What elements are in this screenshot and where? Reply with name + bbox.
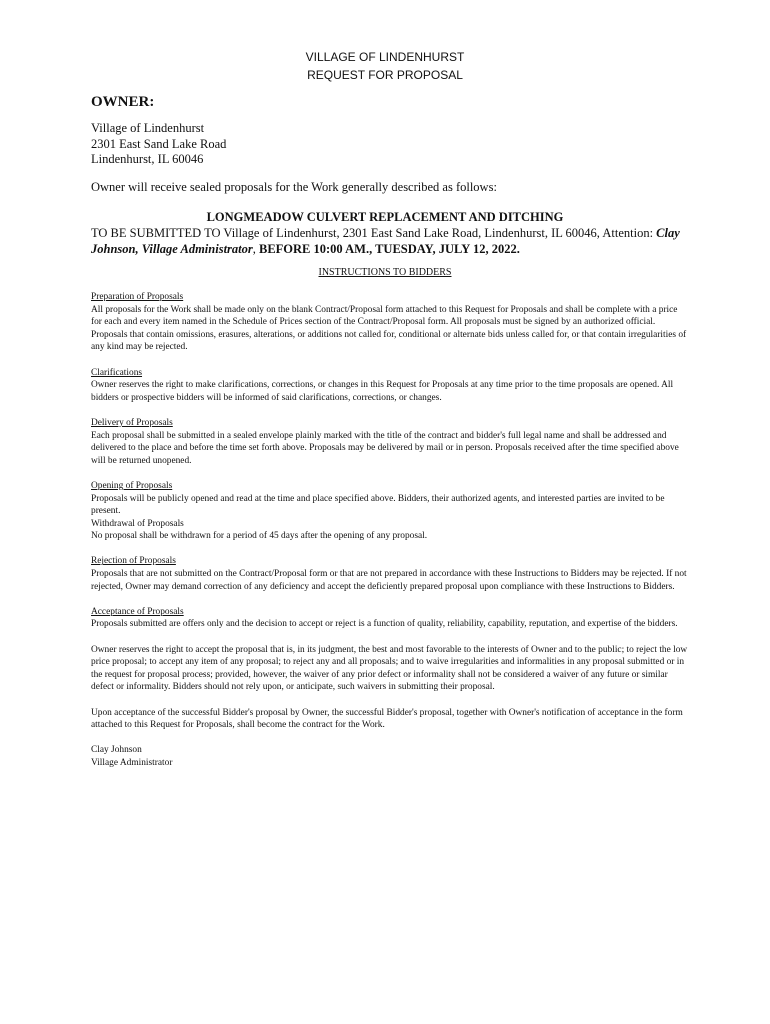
contract-paragraph: Upon acceptance of the successful Bidder's proposal by Owner, the successful Bidder's proposal, together with Owner's notification of acceptance in the form attached to this Request for Proposals, shall become the contract for the Work. [91, 707, 683, 731]
section-heading: Delivery of Proposals [91, 417, 173, 428]
section-text: All proposals for the Work shall be made only on the blank Contract/Proposal form attached to this Request for Proposals and shall be complete with a price for each and every item named in the Schedule of Prices section of the Contract/Proposal form. All proposals must be signed by an authorized official. Proposals that contain omissions, erasures, alterations, or additions not called for, conditional or alternate bids unless called for, or that contain irregularities of any kind may be rejected. [91, 304, 687, 353]
submission-prefix: TO BE SUBMITTED TO Village of Lindenhurst, 2301 East Sand Lake Road, Lindenhurst, IL 60046, Attention: [91, 226, 657, 240]
submission-comma: , [252, 242, 259, 256]
rights-paragraph: Owner reserves the right to accept the proposal that is, in its judgment, the best and most favorable to the interests of Owner and to the public; to reject the low price proposal; to accept any item of any proposal; to reject any and all proposals; and to waive irregularities and informalities in any proposal submitted or in the request for proposal process; provided, however, the waiver of any prior defect or informality shall not be considered a waiver of any future or similar defect or informality. Bidders should not rely upon, or anticipate, such waivers in submitting their proposal. [91, 644, 688, 693]
section-heading: Opening of Proposals [91, 480, 173, 491]
withdrawal-heading: Withdrawal of Proposals [91, 518, 184, 529]
section-text: Proposals submitted are offers only and the decision to accept or reject is a function of quality, reliability, capability, reputation, and expertise of the bidders. [91, 619, 678, 630]
owner-address [91, 121, 226, 168]
instructions-body [91, 291, 688, 782]
submission-paragraph [91, 225, 691, 257]
section-text: Proposals will be publicly opened and read at the time and place specified above. Bidders, their authorized agents, and interested parties are invited to be present. [91, 493, 665, 517]
section-rejection [91, 555, 688, 593]
intro-text: Owner will receive sealed proposals for the Work generally described as follows: [91, 180, 497, 194]
section-preparation [91, 291, 688, 354]
section-heading: Clarifications [91, 367, 143, 378]
section-heading: Acceptance of Proposals [91, 606, 184, 617]
withdrawal-text: No proposal shall be withdrawn for a period of 45 days after the opening of any proposal. [91, 531, 428, 542]
project-title: LONGMEADOW CULVERT REPLACEMENT AND DITCHING [206, 210, 564, 224]
title-line-1: VILLAGE OF LINDENHURST [305, 50, 465, 64]
address-line: 2301 East Sand Lake Road [91, 136, 227, 151]
section-acceptance [91, 606, 688, 631]
submission-deadline: BEFORE 10:00 AM., TUESDAY, JULY 12, 2022. [259, 242, 520, 256]
section-text: Owner reserves the right to make clarifications, corrections, or changes in this Request for Proposals at any time prior to the time proposals are opened. All bidders or prospective bidders will be informed of said clarifications, corrections, or changes. [91, 380, 674, 403]
section-text: Each proposal shall be submitted in a sealed envelope plainly marked with the title of the contract and bidder's full legal name and shall be addressed and delivered to the place and before the time set forth above. Proposals may be delivered by mail or in person. Proposals received after the time specified above will be returned unopened. [91, 430, 679, 466]
section-opening [91, 480, 688, 543]
document-title [0, 48, 770, 84]
section-heading: Rejection of Proposals [91, 556, 176, 567]
section-clarifications [91, 367, 688, 405]
instructions-heading: INSTRUCTIONS TO BIDDERS [318, 267, 452, 278]
title-line-2: REQUEST FOR PROPOSAL [307, 68, 463, 82]
signature-name: Clay Johnson [91, 745, 142, 756]
submission-attention: Clay Johnson, Village Administrator [91, 226, 680, 256]
owner-heading: OWNER: [91, 94, 155, 110]
signature-block [91, 744, 688, 769]
section-delivery [91, 417, 688, 467]
section-text: Proposals that are not submitted on the Contract/Proposal form or that are not prepared in accordance with these Instructions to Bidders may be rejected. If not rejected, Owner may demand correction of any deficiency and accept the deficiently prepared proposal upon compliance with these Instructions to Bidders. [91, 569, 687, 592]
address-line: Village of Lindenhurst [91, 121, 205, 135]
signature-title: Village Administrator [91, 757, 173, 768]
address-line: Lindenhurst, IL 60046 [91, 152, 204, 166]
section-heading: Preparation of Proposals [91, 292, 184, 302]
